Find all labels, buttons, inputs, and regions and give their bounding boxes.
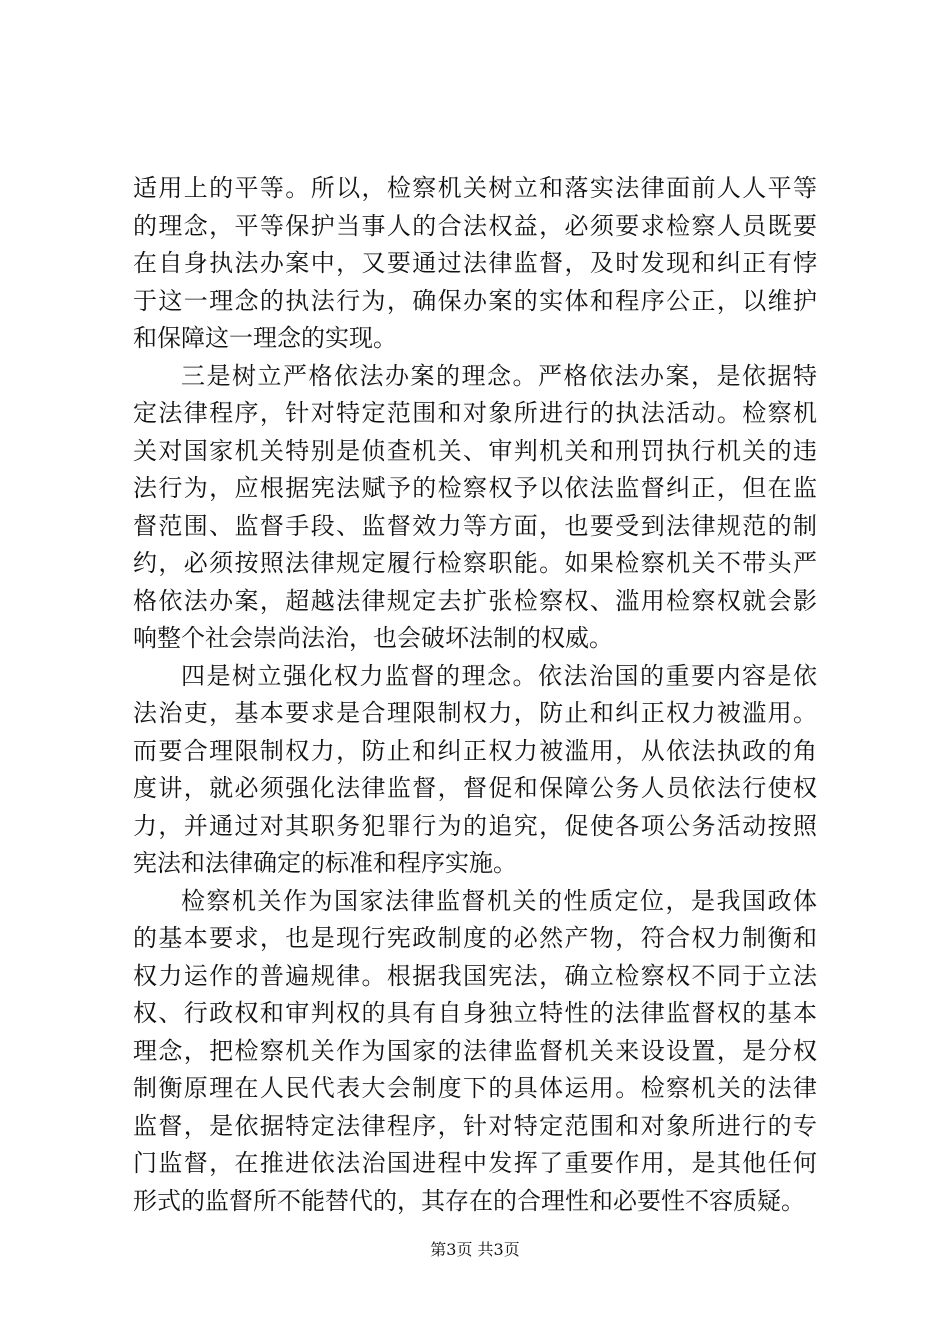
- body-text: [133, 170, 817, 1220]
- paragraph-1-line-3: 在自身执法办案中，又要通过法律监督，及时发现和纠正有悖: [133, 249, 817, 277]
- paragraph-2-line-5: 督范围、监督手段、监督效力等方面，也要受到法律规范的制: [133, 511, 817, 540]
- paragraph-2-line-6: 约，必须按照法律规定履行检察职能。如果检察机关不带头严: [133, 549, 817, 577]
- paragraph-4-line-9: 形式的监督所不能替代的，其存在的合理性和必要性不容质疑。: [133, 1186, 805, 1215]
- paragraph-3-line-4: 度讲，就必须强化法律监督，督促和保障公务人员依法行使权: [133, 774, 817, 802]
- paragraph-4-line-5: 理念，把检察机关作为国家的法律监督机关来设设置，是分权: [133, 1036, 817, 1065]
- paragraph-1-line-5: 和保障这一理念的实现。: [133, 324, 397, 352]
- paragraph-3-line-6: 宪法和法律确定的标准和程序实施。: [133, 849, 517, 877]
- paragraph-1-line-1: 适用上的平等。所以，检察机关树立和落实法律面前人人平等: [133, 174, 817, 202]
- paragraph-2-line-2: 定法律程序，针对特定范围和对象所进行的执法活动。检察机: [133, 399, 817, 427]
- paragraph-4-line-7: 监督，是依据特定法律程序，针对特定范围和对象所进行的专: [133, 1111, 817, 1140]
- paragraph-2-line-7: 格依法办案，超越法律规定去扩张检察权、滥用检察权就会影: [133, 586, 817, 615]
- paragraph-1-line-4: 于这一理念的执法行为，确保办案的实体和程序公正，以维护: [133, 286, 817, 315]
- paragraph-4-line-6: 制衡原理在人民代表大会制度下的具体运用。检察机关的法律: [133, 1074, 817, 1102]
- page-footer: 第3页 共3页: [430, 1240, 520, 1259]
- paragraph-4-line-3: 权力运作的普遍规律。根据我国宪法，确立检察权不同于立法: [133, 961, 817, 990]
- paragraph-1-line-2: 的理念，平等保护当事人的合法权益，必须要求检察人员既要: [133, 211, 817, 240]
- paragraph-4-line-2: 的基本要求，也是现行宪政制度的必然产物，符合权力制衡和: [133, 924, 817, 952]
- paragraph-2-line-4: 法行为，应根据宪法赋予的检察权予以依法监督纠正，但在监: [133, 474, 817, 502]
- paragraph-4-line-8: 门监督，在推进依法治国进程中发挥了重要作用，是其他任何: [133, 1149, 817, 1177]
- paragraph-3-line-3: 而要合理限制权力，防止和纠正权力被滥用，从依法执政的角: [133, 736, 817, 765]
- paragraph-4-line-4: 权、行政权和审判权的具有自身独立特性的法律监督权的基本: [133, 999, 817, 1027]
- paragraph-3-line-5: 力，并通过对其职务犯罪行为的追究，促使各项公务活动按照: [133, 811, 817, 840]
- paragraph-2-line-8: 响整个社会崇尚法治，也会破坏法制的权威。: [133, 624, 613, 652]
- paragraph-2-line-1: 三是树立严格依法办案的理念。严格依法办案，是依据特: [181, 361, 817, 390]
- paragraph-2-line-3: 关对国家机关特别是侦查机关、审判机关和刑罚执行机关的违: [133, 436, 817, 465]
- paragraph-4-line-1: 检察机关作为国家法律监督机关的性质定位，是我国政体: [181, 886, 817, 915]
- paragraph-3-line-2: 法治吏，基本要求是合理限制权力，防止和纠正权力被滥用。: [133, 699, 817, 727]
- paragraph-3-line-1: 四是树立强化权力监督的理念。依法治国的重要内容是依: [181, 661, 817, 690]
